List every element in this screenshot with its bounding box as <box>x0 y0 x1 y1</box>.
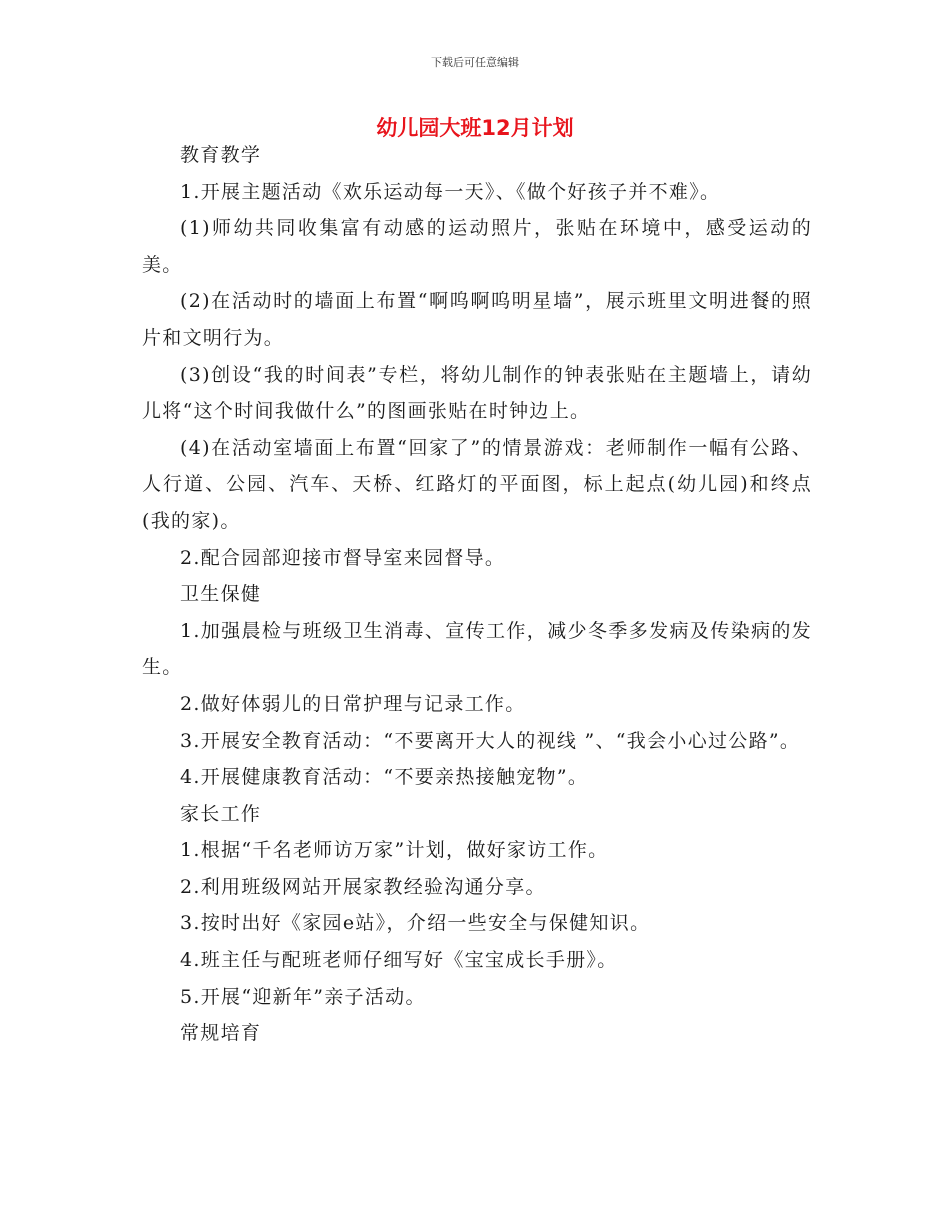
paragraph: (2)在活动时的墙面上布置“啊呜啊呜明星墙”，展示班里文明进餐的照片和文明行为。 <box>142 290 812 349</box>
paragraph: 1.加强晨检与班级卫生消毒、宣传工作，减少冬季多发病及传染病的发生。 <box>142 619 812 679</box>
section-heading-parents: 家长工作 <box>180 802 262 825</box>
section-heading-health: 卫生保健 <box>180 583 262 606</box>
section-heading-routine: 常规培育 <box>180 1022 262 1045</box>
paragraph: 2.做好体弱儿的日常护理与记录工作。 <box>180 692 526 715</box>
paragraph: 2.配合园部迎接市督导室来园督导。 <box>180 546 506 569</box>
paragraph: 3.开展安全教育活动：“不要离开大人的视线 ”、“我会小心过公路”。 <box>180 729 801 752</box>
paragraph: 4.班主任与配班老师仔细写好《宝宝成长手册》。 <box>180 949 618 972</box>
paragraph: (1)师幼共同收集富有动感的运动照片，张贴在环境中，感受运动的美。 <box>142 217 812 276</box>
paragraph: (3)创设“我的时间表”专栏，将幼儿制作的钟表张贴在主题墙上，请幼儿将“这个时间我做什么”的图画张贴在时钟边上。 <box>142 363 812 423</box>
paragraph: 2.利用班级网站开展家教经验沟通分享。 <box>180 875 546 898</box>
paragraph: 3.按时出好《家园e站》，介绍一些安全与保健知识。 <box>180 912 651 935</box>
paragraph: 5.开展“迎新年”亲子活动。 <box>180 985 426 1008</box>
paragraph: 1.根据“千名老师访万家”计划，做好家访工作。 <box>180 839 609 862</box>
paragraph: 4.开展健康教育活动：“不要亲热接触宠物”。 <box>180 766 589 789</box>
document-body <box>142 137 812 1052</box>
header-note: 下载后可任意编辑 <box>431 56 519 69</box>
section-heading-teaching: 教育教学 <box>180 144 262 166</box>
paragraph: (4)在活动室墙面上布置“回家了”的情景游戏：老师制作一幅有公路、人行道、公园、汽车、天桥、红路灯的平面图，标上起点(幼儿园)和终点(我的家)。 <box>142 436 812 532</box>
document-title: 幼儿园大班12月计划 <box>376 116 574 140</box>
paragraph: 1.开展主题活动《欢乐运动每一天》、《做个好孩子并不难》。 <box>180 180 721 203</box>
